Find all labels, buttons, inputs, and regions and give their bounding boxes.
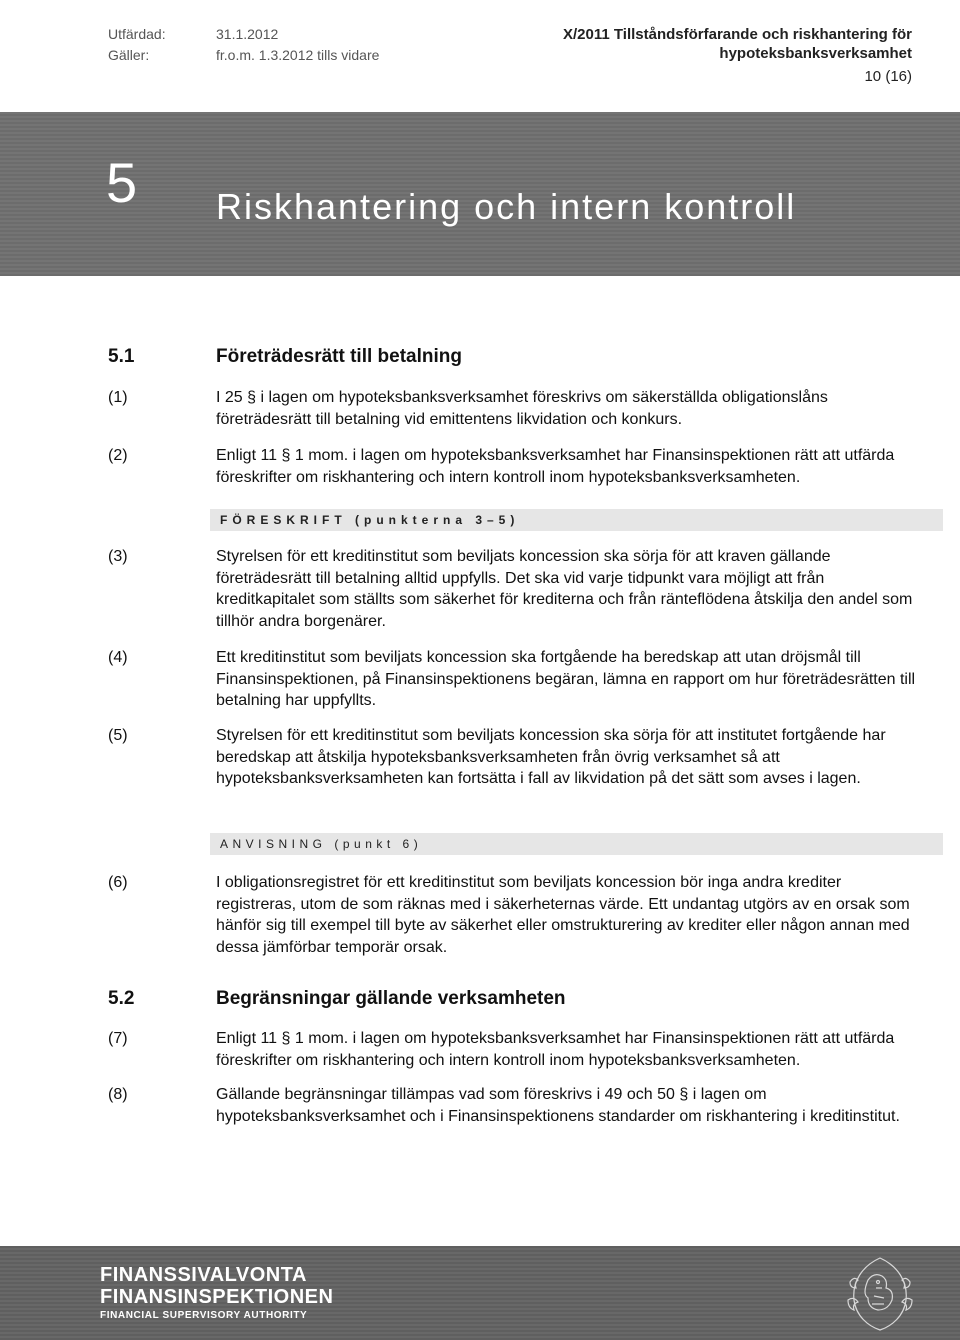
regulation-tag: FÖRESKRIFT (punkterna 3–5) bbox=[210, 509, 943, 531]
paragraph-text: Enligt 11 § 1 mom. i lagen om hypoteksbanksverksamhet har Finansinspektionen rätt att utfärda föreskrifter om riskhantering och intern kontroll inom hypoteksbanksverksamheten. bbox=[216, 1030, 895, 1069]
logo-english: FINANCIAL SUPERVISORY AUTHORITY bbox=[100, 1310, 308, 1321]
paragraph-text: Styrelsen för ett kreditinstitut som beviljats koncession ska sörja för att institutet fortgående har beredskap att åtskilja hypoteksbanksverksamheten från övrig verksamhet så att hypoteksbanksverksamheten kan fortsätta i fall av likvidation på det sätt som avses i lagen. bbox=[216, 727, 886, 787]
page-number: 10 (16) bbox=[864, 68, 912, 85]
valid-label: Gäller: bbox=[108, 47, 150, 63]
section-number: 5.2 bbox=[108, 988, 135, 1009]
paragraph-text: Ett kreditinstitut som beviljats koncession ska fortgående ha beredskap att utan dröjsmål till Finansinspektionen, på Finansinspektionens begäran, lämna en rapport om hur företrädesrätten till betalning har uppfyllts. bbox=[216, 649, 916, 709]
paragraph-text: I obligationsregistret för ett kreditinstitut som beviljats koncession bör inga andra krediter registreras, utom de som räknas med i säkerheternas värde. Ett undantag utgörs av en orsak som hänför sig till exempel till byte av säkerhet eller omstrukturering av krediter eller någon annan med dessa jämförbar temporär orsak. bbox=[216, 874, 910, 956]
document-title-line2: hypoteksbanksverksamhet bbox=[719, 45, 912, 62]
paragraph-text: Enligt 11 § 1 mom. i lagen om hypoteksbanksverksamhet har Finansinspektionen rätt att utfärda föreskrifter om riskhantering och intern kontroll inom hypoteksbanksverksamheten. bbox=[216, 447, 895, 486]
chapter-title: Riskhantering och intern kontroll bbox=[216, 186, 797, 227]
paragraph-text: Gällande begränsningar tillämpas vad som föreskrivs i 49 och 50 § i lagen om hypoteksbanksverksamhet och i Finansinspektionens standarder om riskhantering i kreditinstitut. bbox=[216, 1086, 900, 1125]
section-title: Begränsningar gällande verksamheten bbox=[216, 988, 566, 1009]
logo-finnish: FINANSSIVALVONTA bbox=[100, 1264, 307, 1286]
paragraph-text: Styrelsen för ett kreditinstitut som beviljats koncession ska sörja för att kraven gällande företrädesrätt till betalning alltid uppfylls. Det ska vid varje tidpunkt vara möjligt att från kreditkapitalet som ställts som säkerhet för krediterna och från ränteflödena åtskilja den andel som tillhör andra borgenärer. bbox=[216, 548, 913, 630]
section-title: Företrädesrätt till betalning bbox=[216, 346, 462, 367]
lion-crest-icon bbox=[840, 1252, 920, 1334]
document-title-line1: X/2011 Tillståndsförfarande och riskhantering för bbox=[563, 26, 912, 43]
paragraph-text: I 25 § i lagen om hypoteksbanksverksamhet föreskrivs om säkerställda obligationslåns företrädesrätt till betalning vid emittentens likvidation och konkurs. bbox=[216, 389, 828, 428]
paragraph-number: (2) bbox=[108, 447, 128, 464]
paragraph-number: (3) bbox=[108, 548, 128, 565]
valid-period: fr.o.m. 1.3.2012 tills vidare bbox=[216, 47, 380, 63]
section-number: 5.1 bbox=[108, 346, 135, 367]
paragraph-number: (5) bbox=[108, 727, 128, 744]
logo-swedish: FINANSINSPEKTIONEN bbox=[100, 1286, 334, 1308]
issued-date: 31.1.2012 bbox=[216, 26, 279, 42]
chapter-number: 5 bbox=[106, 151, 138, 214]
guidance-tag: ANVISNING (punkt 6) bbox=[210, 833, 943, 855]
issued-label: Utfärdad: bbox=[108, 26, 166, 42]
paragraph-number: (4) bbox=[108, 649, 128, 666]
paragraph-number: (6) bbox=[108, 874, 128, 891]
paragraph-number: (1) bbox=[108, 389, 128, 406]
paragraph-number: (8) bbox=[108, 1086, 128, 1103]
paragraph-number: (7) bbox=[108, 1030, 128, 1047]
